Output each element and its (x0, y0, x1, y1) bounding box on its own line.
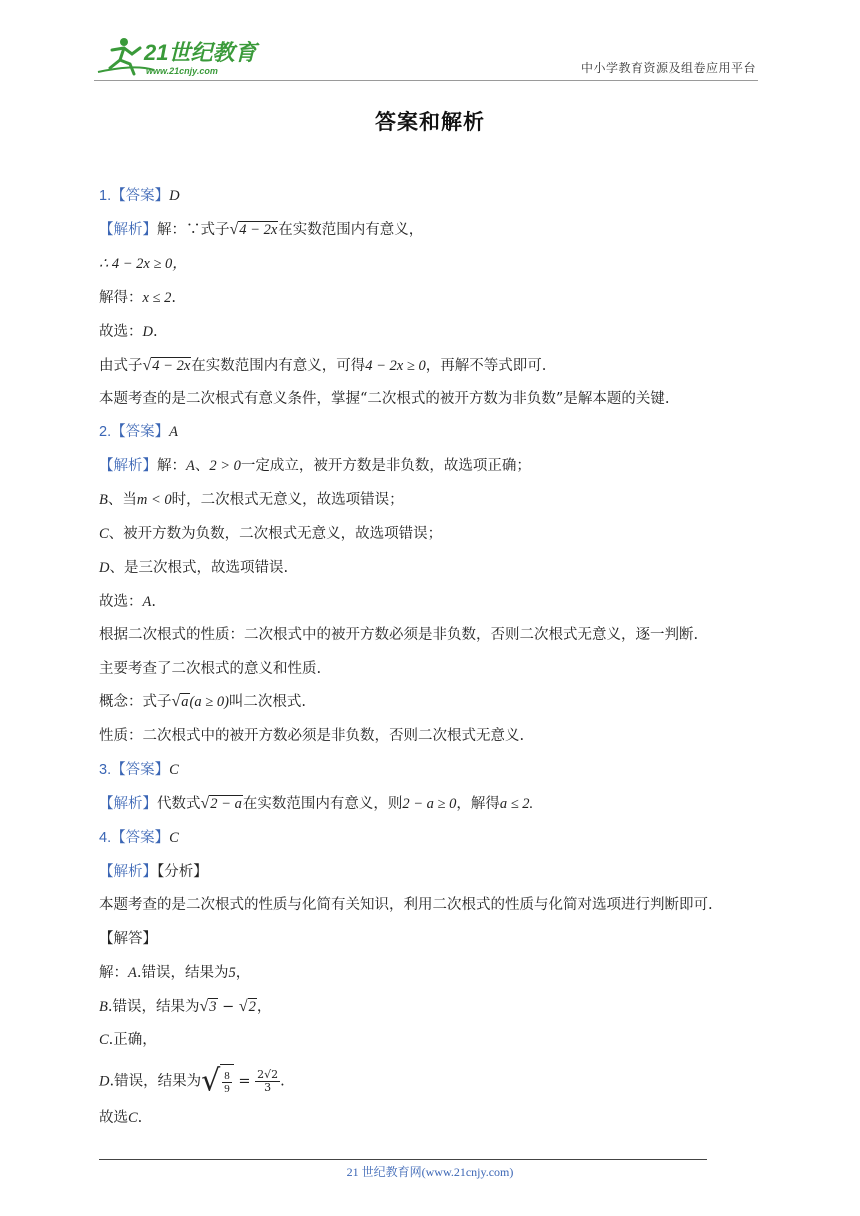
math-text: a ≤ 2. (499, 796, 534, 812)
text: . (152, 324, 158, 340)
fenxi-label: 【分析】 (157, 864, 208, 880)
q4-line-2 (99, 963, 759, 983)
text: ，解得 (456, 796, 500, 812)
text: 在实数范围内有意义，可得 (191, 358, 366, 374)
q4-line-1 (99, 895, 759, 915)
q4-line-5 (99, 1064, 759, 1099)
radicand: 4 − 2x (152, 358, 191, 374)
text: 解： (157, 458, 186, 474)
question-number: 4. (99, 830, 112, 846)
text: 在实数范围内有意义，则 (242, 796, 403, 812)
text: 故选： (99, 594, 143, 610)
site-logo (94, 34, 264, 78)
text: 故选 (99, 1110, 128, 1126)
text: 由式子 (99, 358, 143, 374)
radical: √2 − a (200, 795, 242, 812)
q1-line-1 (99, 220, 759, 240)
math-text: C (128, 1110, 138, 1126)
jieda-label: 【解答】 (99, 931, 157, 947)
page-title: 答案和解析 (375, 110, 485, 134)
text: .错误，结果为 (136, 965, 229, 981)
math-text: 4 − 2x ≥ 0 (365, 358, 426, 374)
text: ， (256, 999, 272, 1015)
radical: √4 − 2x (142, 357, 191, 374)
q4-line-3 (99, 997, 759, 1017)
q3-answer-line (99, 760, 759, 780)
math-text: m < 0 (136, 492, 172, 508)
math-text: A (128, 965, 137, 981)
math-text: x ≤ 2 (142, 290, 172, 306)
analysis-label: 【解析】 (99, 458, 157, 474)
text: 根据二次根式的性质：二次根式中的被开方数必须是非负数，否则二次根式无意义，逐一判断. (99, 627, 699, 643)
text: 概念：式子 (99, 694, 172, 710)
text: ，再解不等式即可. (425, 358, 547, 374)
q2-line-1 (99, 456, 759, 476)
q2-line-3 (99, 524, 759, 544)
radical-fraction: √ $\frac{8}{9}$ (201, 1064, 234, 1099)
radicand: 3 (209, 999, 217, 1015)
text: .错误，结果为 (109, 1073, 202, 1090)
text: . (137, 1110, 143, 1126)
footer-divider (99, 1159, 707, 1160)
denominator: 9 (224, 1083, 230, 1096)
q2-line-6 (99, 625, 759, 645)
q2-line-5 (99, 592, 759, 612)
radical: √3 (199, 998, 217, 1015)
text: 解得： (99, 290, 143, 306)
radicand: 2 (248, 999, 256, 1015)
radicand: 4 − 2x (239, 222, 278, 238)
answer-value: C (169, 762, 179, 778)
text: 叫二次根式. (228, 694, 307, 710)
math-text: B (99, 999, 108, 1015)
text: 一定成立，被开方数是非负数，故选项正确； (240, 458, 531, 474)
text: . (280, 1073, 285, 1090)
radicand: 2 − a (210, 796, 242, 812)
text: 解：∵式子 (157, 222, 230, 238)
math-text: 2 − a ≥ 0 (402, 796, 457, 812)
answer-value: D (169, 188, 180, 204)
math-text: D (99, 1073, 110, 1090)
question-number: 1. (99, 188, 112, 204)
math-text: B (99, 492, 108, 508)
text: .正确， (108, 1032, 157, 1048)
logo-url: www.21cnjy.com (146, 66, 218, 76)
text: ， (235, 965, 251, 981)
math-text: D (99, 560, 110, 576)
q2-line-7 (99, 659, 759, 679)
text: .错误，结果为 (107, 999, 200, 1015)
numerator: 8 (224, 1070, 230, 1083)
text: 、 (194, 458, 210, 474)
math-text: C (99, 1032, 109, 1048)
text: 时，二次根式无意义，故选项错误； (171, 492, 404, 508)
text: 、被开方数为负数，二次根式无意义，故选项错误； (108, 526, 443, 542)
question-number: 2. (99, 424, 112, 440)
text: 、当 (107, 492, 137, 508)
footer-text: 21 世纪教育网(www.21cnjy.com) (346, 1165, 514, 1179)
radical: √4 − 2x (229, 221, 278, 238)
text: 在实数范围内有意义， (278, 222, 424, 238)
math-text: 2 > 0 (209, 458, 241, 474)
q2-answer-line (99, 422, 759, 442)
q2-line-9 (99, 726, 759, 746)
q1-line-4 (99, 322, 759, 342)
text: 代数式 (157, 796, 201, 812)
radical: √2 (238, 998, 256, 1015)
math-text: A (186, 458, 195, 474)
text: − (217, 999, 239, 1015)
text: 本题考查的是二次根式有意义条件，掌握“二次根式的被开方数为非负数”是解本题的关键. (99, 391, 670, 407)
answer-value: C (169, 830, 179, 846)
q1-line-2 (99, 254, 759, 274)
fraction (255, 1069, 280, 1094)
text: . (151, 594, 156, 610)
q4-line-analysis (99, 862, 759, 882)
answer-value: A (169, 424, 178, 440)
answer-label: 【答案】 (111, 424, 170, 440)
text: 性质：二次根式中的被开方数必须是非负数，否则二次根式无意义. (99, 728, 525, 744)
math-text: ∴ 4 − 2x ≥ 0， (99, 256, 187, 272)
q4-line-4 (99, 1030, 759, 1050)
math-text: D (142, 324, 153, 340)
q4-line-jieda (99, 929, 759, 949)
q2-line-4 (99, 558, 759, 578)
q4-answer-line (99, 828, 759, 848)
logo-text: 21世纪教育 (144, 40, 257, 65)
math-text: C (99, 526, 109, 542)
radicand: a (181, 694, 189, 710)
q1-line-3 (99, 288, 759, 308)
text: 本题考查的是二次根式的性质与化简有关知识，利用二次根式的性质与化简对选项进行判断即可. (99, 897, 713, 913)
q1-line-6 (99, 389, 759, 409)
text: 、是三次根式，故选项错误. (109, 560, 289, 576)
answer-label: 【答案】 (111, 762, 170, 778)
math-text: A (142, 594, 152, 610)
q1-answer-line (99, 186, 759, 206)
platform-name: 中小学教育资源及组卷应用平台 (580, 61, 756, 75)
q2-line-2 (99, 490, 759, 510)
radical: √a (171, 693, 189, 710)
numerator: 2√2 (257, 1068, 279, 1082)
question-number: 3. (99, 762, 112, 778)
text: 主要考查了二次根式的意义和性质. (99, 661, 322, 677)
q2-line-8 (99, 692, 759, 712)
text: 故选： (99, 324, 143, 340)
math-text: 5 (228, 965, 236, 981)
answer-label: 【答案】 (111, 188, 170, 204)
text: 解： (99, 965, 128, 981)
analysis-label: 【解析】 (99, 864, 157, 880)
text: . (171, 290, 177, 306)
q1-line-5 (99, 356, 759, 376)
denominator: 3 (264, 1081, 272, 1095)
answer-label: 【答案】 (111, 830, 170, 846)
q3-line-1 (99, 794, 759, 814)
q4-line-6 (99, 1108, 759, 1128)
analysis-label: 【解析】 (99, 796, 157, 812)
analysis-label: 【解析】 (99, 222, 157, 238)
math-text: (a ≥ 0) (189, 694, 229, 710)
text: = (233, 1073, 256, 1090)
page-header (94, 30, 758, 81)
